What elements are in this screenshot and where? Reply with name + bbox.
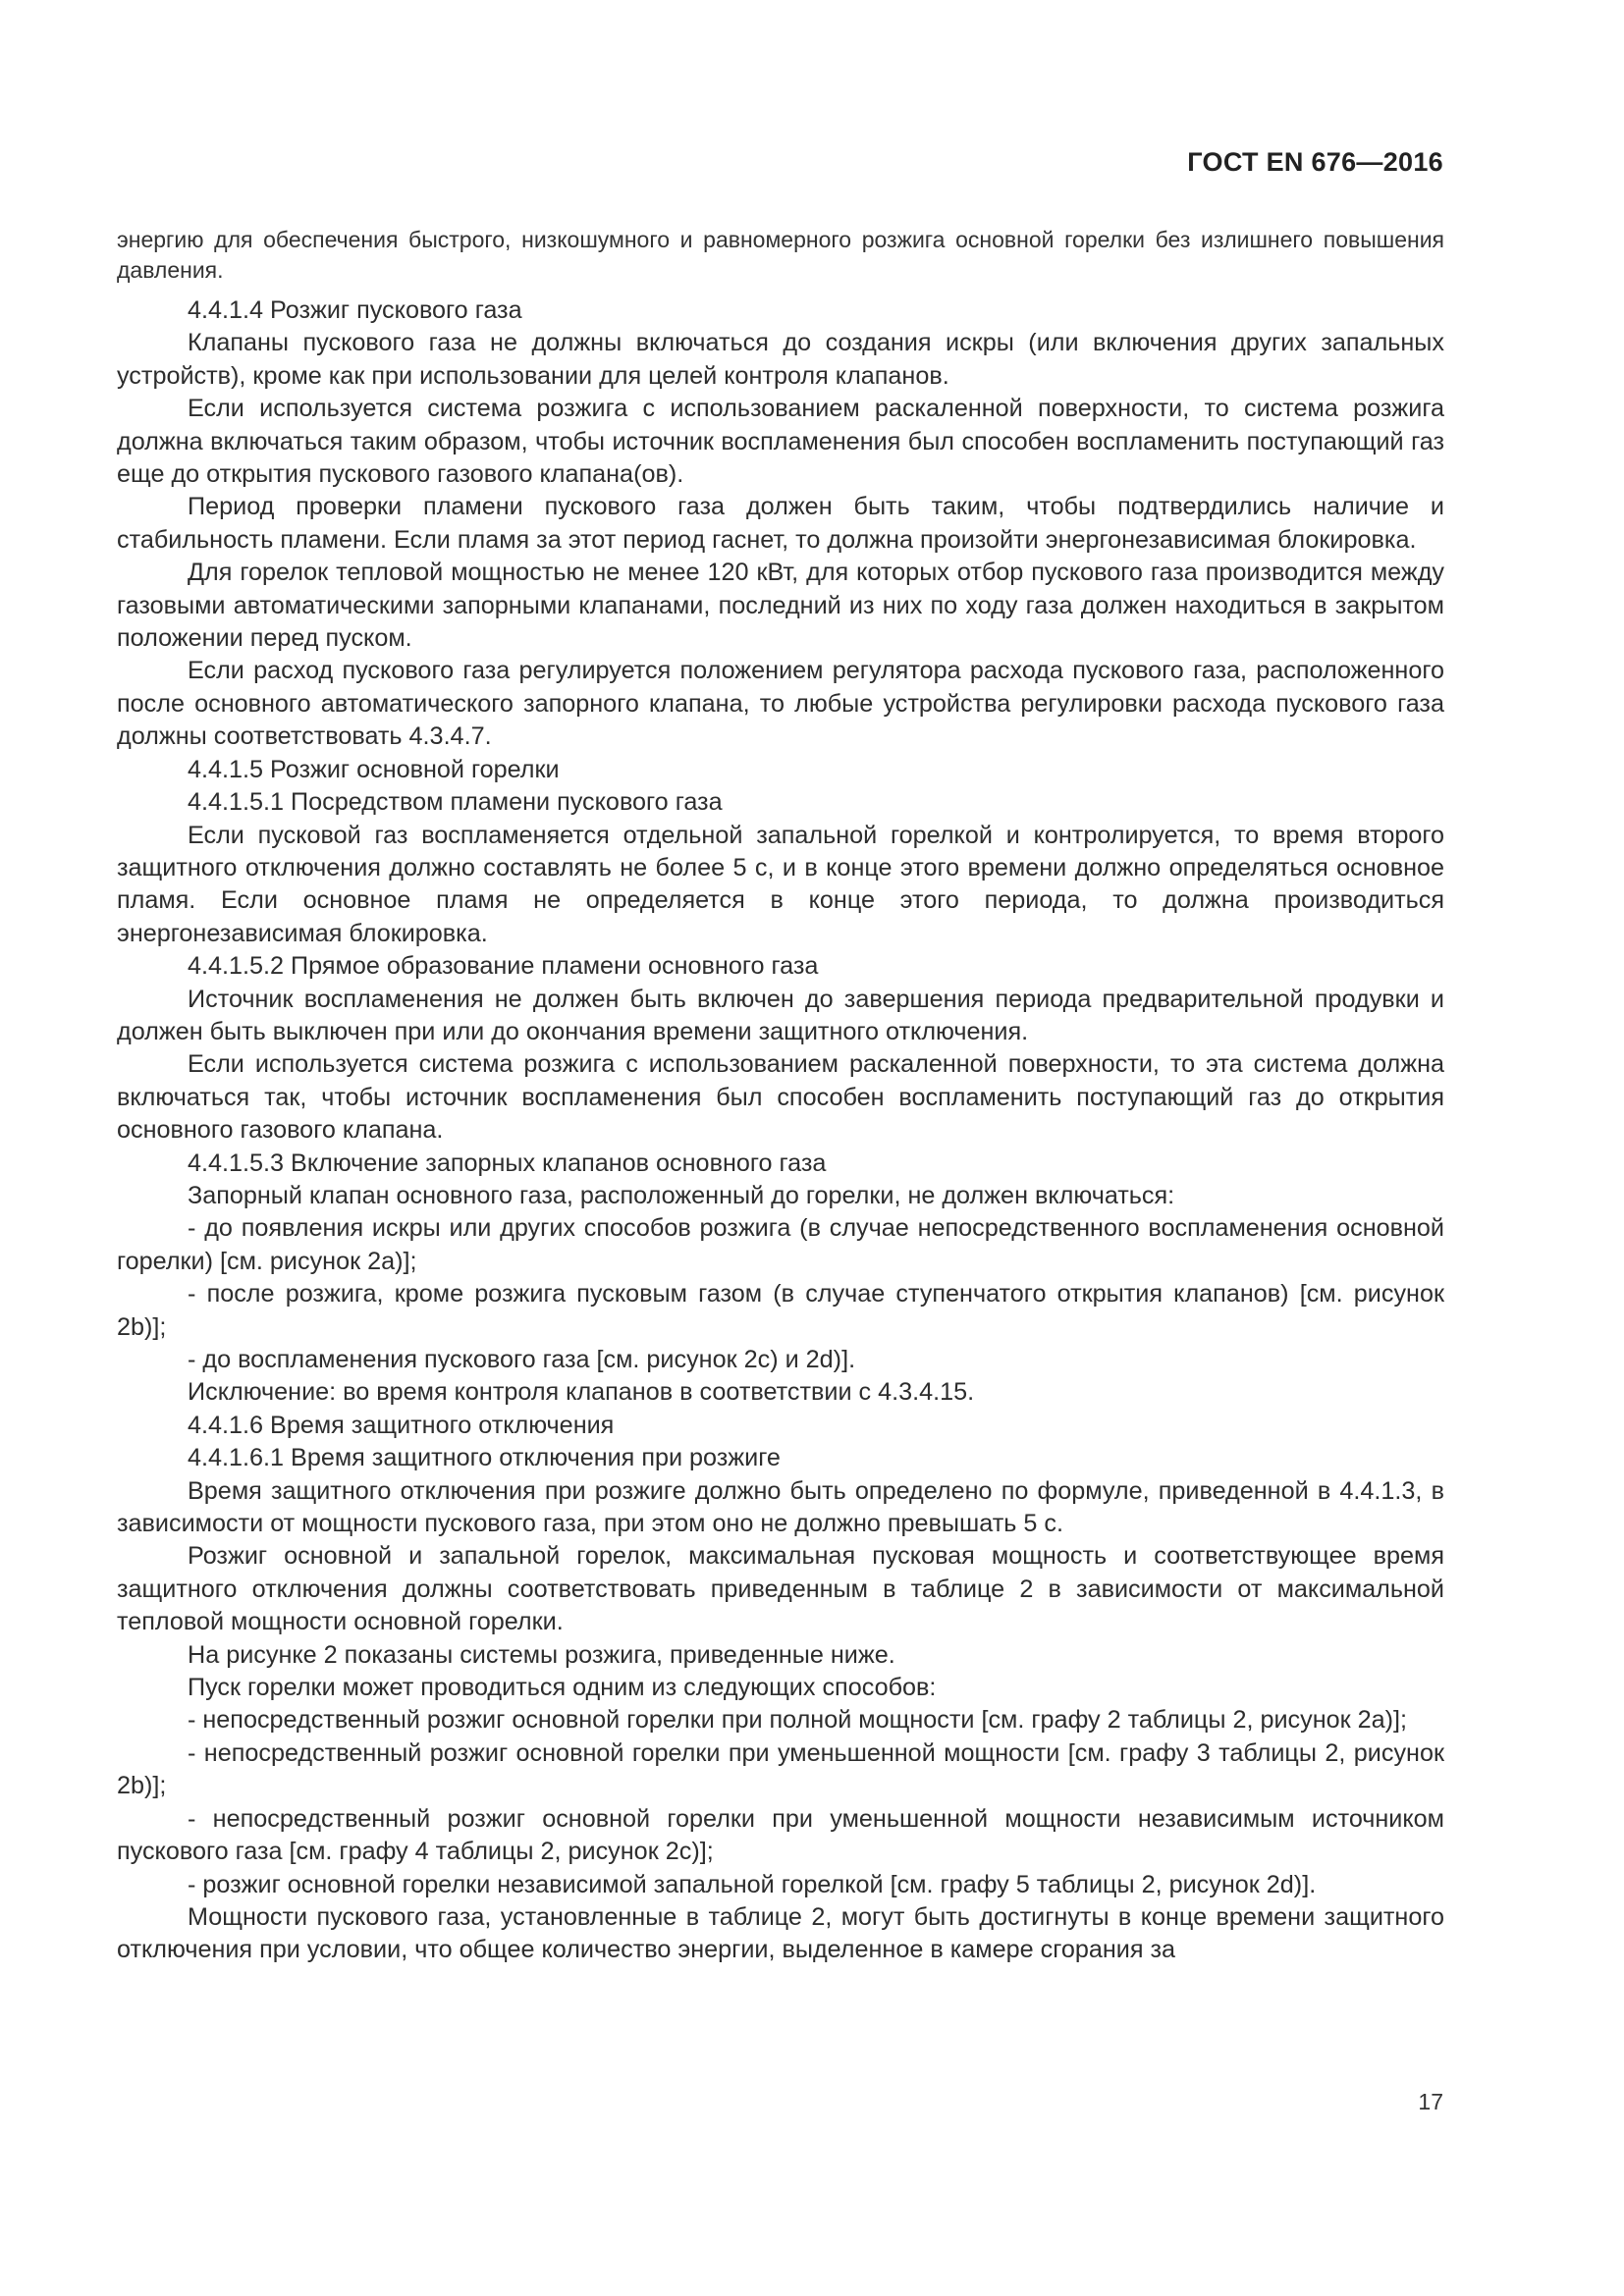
paragraph: Источник воспламенения не должен быть включен до завершения периода предварительной продувки и должен быть выключен при или до окончания времени защитного отключения. [117,985,1444,1045]
list-item: - непосредственный розжиг основной горелки при уменьшенной мощности [см. графу 3 таблицы 2, рисунок 2b)]; [117,1738,1444,1800]
paragraph: Если пусковой газ воспламеняется отдельной запальной горелкой и контролируется, то время второго защитного отключения должно составлять не более 5 с, и в конце этого времени должно определяться основное пламя. Если основное пламя не определяется в конце этого периода, то должна производиться энергонезависимая блокировка. [117,821,1444,947]
list-item: - до появления искры или других способов розжига (в случае непосредственного воспламенения основной горелки) [см. рисунок 2a)]; [117,1214,1444,1275]
paragraph: Клапаны пускового газа не должны включаться до создания искры (или включения других запальных устройств), кроме как при использовании для целей контроля клапанов. [117,329,1444,390]
section-heading-4-4-1-5: 4.4.1.5 Розжиг основной горелки [188,755,560,783]
list-item: - непосредственный розжиг основной горелки при уменьшенной мощности независимым источником пускового газа [см. графу 4 таблицы 2, рисунок 2c)]; [117,1804,1444,1866]
section-heading-4-4-1-6: 4.4.1.6 Время защитного отключения [188,1411,615,1439]
list-item: - розжиг основной горелки независимой запальной горелкой [см. графу 5 таблицы 2, рисунок 2d)]. [188,1870,1317,1898]
list-item: - непосредственный розжиг основной горелки при полной мощности [см. графу 2 таблицы 2, рисунок 2a)]; [188,1706,1408,1735]
section-heading-4-4-1-4: 4.4.1.4 Розжиг пускового газа [188,296,522,324]
paragraph: Розжиг основной и запальной горелок, максимальная пусковая мощность и соответствующее время защитного отключения должны соответствовать приведенным в таблице 2 в зависимости от максимальной тепловой мощности основной горелки. [117,1542,1444,1636]
page-number: 17 [1418,2089,1443,2114]
paragraph: Время защитного отключения при розжиге должно быть определено по формуле, приведенной в 4.4.1.3, в зависимости от мощности пускового газа, при этом оно не должно превышать 5 с. [117,1476,1444,1538]
paragraph: Пуск горелки может проводиться одним из следующих способов: [188,1674,937,1702]
section-heading-4-4-1-5-1: 4.4.1.5.1 Посредством пламени пускового газа [188,788,723,817]
paragraph: На рисунке 2 показаны системы розжига, приведенные ниже. [188,1640,895,1669]
paragraph: Мощности пускового газа, установленные в таблице 2, могут быть достигнуты в конце времени защитного отключения при условии, что общее количество энергии, выделенное в камере сгорания за [117,1902,1444,1964]
list-item: - после розжига, кроме розжига пусковым газом (в случае ступенчатого открытия клапанов) [см. рисунок 2b)]; [117,1280,1444,1341]
section-heading-4-4-1-5-2: 4.4.1.5.2 Прямое образование пламени основного газа [188,952,819,981]
paragraph: Для горелок тепловой мощностью не менее 120 кВт, для которых отбор пускового газа производится между газовыми автоматическими запорными клапанами, последний из них по ходу газа должен находиться в закрытом положении перед пуском. [117,559,1444,653]
document-body [117,225,1444,1967]
list-item: - до воспламенения пускового газа [см. рисунок 2c) и 2d)]. [188,1346,856,1373]
paragraph: Если используется система розжига с использованием раскаленной поверхности, то система розжига должна включаться таким образом, чтобы источник воспламенения был способен воспламенить поступающий газ еще до открытия пускового газового клапана(ов). [117,395,1444,489]
paragraph: Если расход пускового газа регулируется положением регулятора расхода пускового газа, расположенного после основного автоматического запорного клапана, то любые устройства регулировки расхода пускового газа должны соответствовать 4.3.4.7. [117,657,1444,751]
paragraph: Исключение: во время контроля клапанов в соответствии с 4.3.4.15. [188,1378,975,1407]
section-heading-4-4-1-5-3: 4.4.1.5.3 Включение запорных клапанов основного газа [188,1148,827,1177]
paragraph: Если используется система розжига с использованием раскаленной поверхности, то эта система должна включаться так, чтобы источник воспламенения был способен воспламенить поступающий газ до открытия основного газового клапана. [117,1050,1444,1145]
paragraph: Запорный клапан основного газа, расположенный до горелки, не должен включаться: [188,1181,1175,1209]
lead-paragraph: энергию для обеспечения быстрого, низкошумного и равномерного розжига основной горелки без излишнего повышения давления. [117,227,1444,283]
section-heading-4-4-1-6-1: 4.4.1.6.1 Время защитного отключения при розжиге [188,1444,781,1472]
paragraph: Период проверки пламени пускового газа должен быть таким, чтобы подтвердились наличие и стабильность пламени. Если пламя за этот период гаснет, то должна произойти энергонезависимая блокировка. [117,493,1444,554]
document-header: ГОСТ EN 676—2016 [1187,147,1443,177]
